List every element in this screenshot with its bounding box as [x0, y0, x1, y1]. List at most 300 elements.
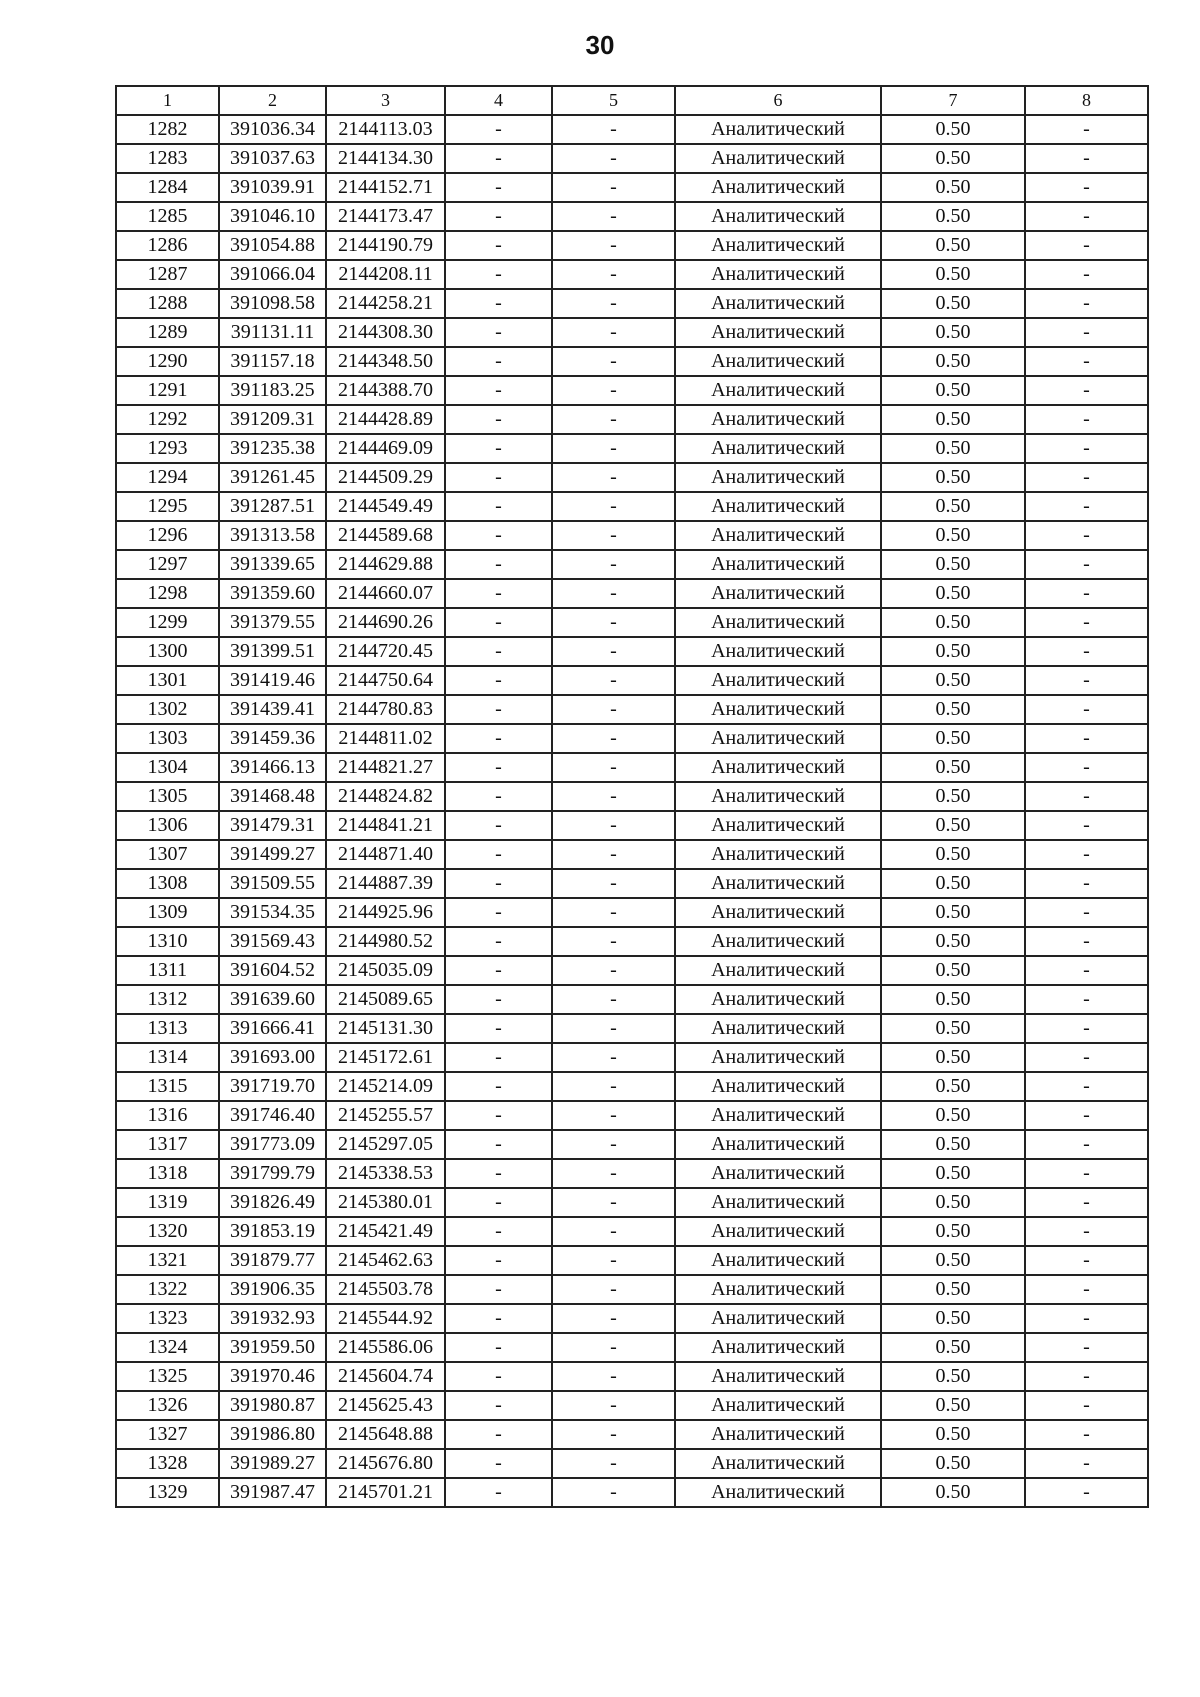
cell-point-number: 1288 [116, 289, 219, 318]
cell-accuracy: 0.50 [881, 1478, 1025, 1507]
cell-coord-y: 2144871.40 [326, 840, 445, 869]
cell-col-8: - [1025, 173, 1148, 202]
cell-point-number: 1318 [116, 1159, 219, 1188]
cell-coord-y: 2145089.65 [326, 985, 445, 1014]
cell-col-5: - [552, 1304, 675, 1333]
cell-method: Аналитический [675, 782, 881, 811]
cell-accuracy: 0.50 [881, 608, 1025, 637]
cell-method: Аналитический [675, 1072, 881, 1101]
cell-col-4: - [445, 840, 552, 869]
table-row [116, 202, 1148, 231]
cell-col-4: - [445, 405, 552, 434]
table-row [116, 869, 1148, 898]
cell-coord-x: 391604.52 [219, 956, 326, 985]
table-row [116, 1014, 1148, 1043]
cell-col-8: - [1025, 840, 1148, 869]
cell-coord-x: 391459.36 [219, 724, 326, 753]
cell-point-number: 1299 [116, 608, 219, 637]
cell-accuracy: 0.50 [881, 1014, 1025, 1043]
cell-coord-x: 391989.27 [219, 1449, 326, 1478]
cell-accuracy: 0.50 [881, 260, 1025, 289]
header-cell-4: 4 [445, 86, 552, 115]
cell-coord-y: 2144720.45 [326, 637, 445, 666]
cell-coord-y: 2144824.82 [326, 782, 445, 811]
cell-method: Аналитический [675, 1420, 881, 1449]
table-row [116, 1217, 1148, 1246]
cell-col-5: - [552, 782, 675, 811]
cell-method: Аналитический [675, 1246, 881, 1275]
table-row [116, 637, 1148, 666]
cell-method: Аналитический [675, 289, 881, 318]
cell-col-8: - [1025, 144, 1148, 173]
cell-accuracy: 0.50 [881, 463, 1025, 492]
cell-coord-y: 2144589.68 [326, 521, 445, 550]
cell-coord-x: 391039.91 [219, 173, 326, 202]
cell-col-4: - [445, 579, 552, 608]
cell-col-5: - [552, 1188, 675, 1217]
cell-col-4: - [445, 666, 552, 695]
coordinates-table [115, 85, 1149, 1508]
cell-col-8: - [1025, 376, 1148, 405]
cell-point-number: 1307 [116, 840, 219, 869]
cell-col-8: - [1025, 956, 1148, 985]
header-cell-8: 8 [1025, 86, 1148, 115]
cell-coord-y: 2145503.78 [326, 1275, 445, 1304]
cell-point-number: 1302 [116, 695, 219, 724]
cell-coord-x: 391853.19 [219, 1217, 326, 1246]
table-row [116, 782, 1148, 811]
cell-accuracy: 0.50 [881, 1159, 1025, 1188]
cell-point-number: 1326 [116, 1391, 219, 1420]
table-row [116, 1449, 1148, 1478]
table-row [116, 289, 1148, 318]
cell-col-4: - [445, 1275, 552, 1304]
cell-col-4: - [445, 1014, 552, 1043]
cell-col-8: - [1025, 115, 1148, 144]
cell-accuracy: 0.50 [881, 956, 1025, 985]
cell-accuracy: 0.50 [881, 1072, 1025, 1101]
cell-point-number: 1300 [116, 637, 219, 666]
header-cell-1: 1 [116, 86, 219, 115]
cell-coord-y: 2144152.71 [326, 173, 445, 202]
cell-accuracy: 0.50 [881, 695, 1025, 724]
cell-col-8: - [1025, 463, 1148, 492]
cell-coord-x: 391773.09 [219, 1130, 326, 1159]
cell-col-4: - [445, 1101, 552, 1130]
cell-col-8: - [1025, 1217, 1148, 1246]
cell-accuracy: 0.50 [881, 231, 1025, 260]
cell-col-8: - [1025, 1304, 1148, 1333]
cell-coord-y: 2145172.61 [326, 1043, 445, 1072]
cell-coord-y: 2145421.49 [326, 1217, 445, 1246]
cell-col-5: - [552, 608, 675, 637]
table-row [116, 521, 1148, 550]
cell-col-8: - [1025, 1188, 1148, 1217]
cell-coord-y: 2144388.70 [326, 376, 445, 405]
cell-method: Аналитический [675, 492, 881, 521]
cell-col-5: - [552, 1362, 675, 1391]
cell-point-number: 1301 [116, 666, 219, 695]
cell-coord-y: 2144208.11 [326, 260, 445, 289]
cell-col-8: - [1025, 1130, 1148, 1159]
cell-accuracy: 0.50 [881, 347, 1025, 376]
cell-coord-x: 391066.04 [219, 260, 326, 289]
cell-col-4: - [445, 1449, 552, 1478]
cell-coord-y: 2145625.43 [326, 1391, 445, 1420]
cell-col-8: - [1025, 434, 1148, 463]
table-row [116, 1246, 1148, 1275]
table-row [116, 1072, 1148, 1101]
cell-method: Аналитический [675, 637, 881, 666]
cell-coord-y: 2145380.01 [326, 1188, 445, 1217]
cell-col-4: - [445, 1391, 552, 1420]
cell-col-5: - [552, 695, 675, 724]
table-row [116, 347, 1148, 376]
table-row [116, 985, 1148, 1014]
table-body [116, 115, 1148, 1507]
cell-coord-y: 2145604.74 [326, 1362, 445, 1391]
table-row [116, 840, 1148, 869]
cell-accuracy: 0.50 [881, 492, 1025, 521]
cell-col-4: - [445, 1130, 552, 1159]
cell-col-4: - [445, 1333, 552, 1362]
cell-accuracy: 0.50 [881, 1217, 1025, 1246]
cell-method: Аналитический [675, 579, 881, 608]
cell-coord-x: 391183.25 [219, 376, 326, 405]
cell-point-number: 1284 [116, 173, 219, 202]
cell-coord-x: 391468.48 [219, 782, 326, 811]
cell-accuracy: 0.50 [881, 1130, 1025, 1159]
cell-col-8: - [1025, 1159, 1148, 1188]
cell-coord-y: 2144629.88 [326, 550, 445, 579]
cell-accuracy: 0.50 [881, 405, 1025, 434]
cell-accuracy: 0.50 [881, 144, 1025, 173]
cell-point-number: 1293 [116, 434, 219, 463]
cell-col-5: - [552, 637, 675, 666]
cell-coord-x: 391986.80 [219, 1420, 326, 1449]
cell-col-5: - [552, 1478, 675, 1507]
table-row [116, 1043, 1148, 1072]
cell-col-4: - [445, 521, 552, 550]
header-cell-2: 2 [219, 86, 326, 115]
cell-coord-y: 2145214.09 [326, 1072, 445, 1101]
cell-col-5: - [552, 724, 675, 753]
cell-col-4: - [445, 898, 552, 927]
cell-col-8: - [1025, 637, 1148, 666]
cell-coord-y: 2145338.53 [326, 1159, 445, 1188]
cell-col-5: - [552, 434, 675, 463]
cell-point-number: 1304 [116, 753, 219, 782]
cell-coord-y: 2144348.50 [326, 347, 445, 376]
cell-col-4: - [445, 637, 552, 666]
cell-col-4: - [445, 1217, 552, 1246]
page-number: 30 [585, 30, 615, 60]
cell-coord-y: 2144308.30 [326, 318, 445, 347]
cell-point-number: 1295 [116, 492, 219, 521]
cell-coord-x: 391746.40 [219, 1101, 326, 1130]
cell-col-8: - [1025, 405, 1148, 434]
cell-method: Аналитический [675, 115, 881, 144]
cell-point-number: 1313 [116, 1014, 219, 1043]
cell-point-number: 1286 [116, 231, 219, 260]
cell-col-4: - [445, 1246, 552, 1275]
cell-coord-x: 391036.34 [219, 115, 326, 144]
cell-col-4: - [445, 434, 552, 463]
table-row [116, 1333, 1148, 1362]
cell-col-5: - [552, 173, 675, 202]
table-row [116, 1130, 1148, 1159]
cell-method: Аналитический [675, 724, 881, 753]
cell-col-8: - [1025, 753, 1148, 782]
cell-col-8: - [1025, 898, 1148, 927]
cell-col-4: - [445, 1188, 552, 1217]
cell-coord-x: 391261.45 [219, 463, 326, 492]
cell-point-number: 1287 [116, 260, 219, 289]
cell-col-5: - [552, 405, 675, 434]
cell-col-4: - [445, 347, 552, 376]
cell-col-5: - [552, 753, 675, 782]
cell-coord-x: 391287.51 [219, 492, 326, 521]
header-cell-3: 3 [326, 86, 445, 115]
cell-coord-x: 391339.65 [219, 550, 326, 579]
cell-coord-x: 391499.27 [219, 840, 326, 869]
cell-col-4: - [445, 956, 552, 985]
cell-col-4: - [445, 115, 552, 144]
cell-accuracy: 0.50 [881, 289, 1025, 318]
cell-point-number: 1314 [116, 1043, 219, 1072]
cell-point-number: 1327 [116, 1420, 219, 1449]
cell-coord-y: 2144821.27 [326, 753, 445, 782]
cell-col-5: - [552, 1420, 675, 1449]
table-row [116, 318, 1148, 347]
cell-point-number: 1316 [116, 1101, 219, 1130]
cell-coord-y: 2145586.06 [326, 1333, 445, 1362]
cell-method: Аналитический [675, 840, 881, 869]
cell-method: Аналитический [675, 811, 881, 840]
cell-coord-y: 2145131.30 [326, 1014, 445, 1043]
cell-coord-x: 391719.70 [219, 1072, 326, 1101]
cell-method: Аналитический [675, 202, 881, 231]
cell-col-5: - [552, 550, 675, 579]
table-row [116, 927, 1148, 956]
cell-col-4: - [445, 463, 552, 492]
cell-col-8: - [1025, 231, 1148, 260]
table-row [116, 173, 1148, 202]
cell-col-8: - [1025, 318, 1148, 347]
cell-accuracy: 0.50 [881, 724, 1025, 753]
table-row [116, 608, 1148, 637]
cell-accuracy: 0.50 [881, 1420, 1025, 1449]
cell-col-4: - [445, 782, 552, 811]
cell-col-5: - [552, 985, 675, 1014]
cell-col-5: - [552, 231, 675, 260]
cell-col-4: - [445, 1362, 552, 1391]
cell-col-4: - [445, 1159, 552, 1188]
cell-accuracy: 0.50 [881, 1304, 1025, 1333]
cell-col-5: - [552, 144, 675, 173]
cell-col-4: - [445, 1304, 552, 1333]
cell-coord-y: 2145648.88 [326, 1420, 445, 1449]
table-row [116, 753, 1148, 782]
cell-coord-x: 391987.47 [219, 1478, 326, 1507]
cell-col-5: - [552, 898, 675, 927]
cell-coord-x: 391693.00 [219, 1043, 326, 1072]
cell-coord-x: 391399.51 [219, 637, 326, 666]
cell-accuracy: 0.50 [881, 1449, 1025, 1478]
cell-col-5: - [552, 115, 675, 144]
cell-col-5: - [552, 289, 675, 318]
cell-coord-y: 2144750.64 [326, 666, 445, 695]
cell-col-8: - [1025, 1449, 1148, 1478]
cell-point-number: 1329 [116, 1478, 219, 1507]
cell-col-4: - [445, 144, 552, 173]
cell-method: Аналитический [675, 898, 881, 927]
cell-method: Аналитический [675, 405, 881, 434]
cell-col-8: - [1025, 1275, 1148, 1304]
cell-coord-x: 391970.46 [219, 1362, 326, 1391]
cell-point-number: 1283 [116, 144, 219, 173]
cell-coord-x: 391379.55 [219, 608, 326, 637]
cell-col-8: - [1025, 782, 1148, 811]
cell-col-8: - [1025, 1043, 1148, 1072]
cell-col-8: - [1025, 608, 1148, 637]
table-row [116, 550, 1148, 579]
cell-col-8: - [1025, 724, 1148, 753]
cell-col-5: - [552, 840, 675, 869]
cell-accuracy: 0.50 [881, 898, 1025, 927]
cell-coord-x: 391359.60 [219, 579, 326, 608]
table-row [116, 1304, 1148, 1333]
table-row [116, 1362, 1148, 1391]
cell-col-5: - [552, 1449, 675, 1478]
cell-method: Аналитический [675, 1101, 881, 1130]
cell-accuracy: 0.50 [881, 202, 1025, 231]
cell-col-8: - [1025, 1101, 1148, 1130]
cell-col-5: - [552, 376, 675, 405]
header-cell-7: 7 [881, 86, 1025, 115]
cell-accuracy: 0.50 [881, 1275, 1025, 1304]
cell-col-5: - [552, 1101, 675, 1130]
cell-point-number: 1303 [116, 724, 219, 753]
cell-accuracy: 0.50 [881, 666, 1025, 695]
cell-accuracy: 0.50 [881, 1246, 1025, 1275]
cell-coord-x: 391959.50 [219, 1333, 326, 1362]
cell-col-5: - [552, 1072, 675, 1101]
cell-accuracy: 0.50 [881, 985, 1025, 1014]
cell-col-5: - [552, 521, 675, 550]
cell-point-number: 1317 [116, 1130, 219, 1159]
cell-coord-x: 391313.58 [219, 521, 326, 550]
cell-accuracy: 0.50 [881, 579, 1025, 608]
cell-point-number: 1312 [116, 985, 219, 1014]
cell-method: Аналитический [675, 1043, 881, 1072]
cell-point-number: 1323 [116, 1304, 219, 1333]
cell-col-8: - [1025, 1362, 1148, 1391]
cell-col-8: - [1025, 260, 1148, 289]
table-row [116, 1188, 1148, 1217]
cell-col-4: - [445, 202, 552, 231]
cell-coord-y: 2145462.63 [326, 1246, 445, 1275]
cell-method: Аналитический [675, 695, 881, 724]
cell-col-5: - [552, 1043, 675, 1072]
table-row [116, 1391, 1148, 1420]
cell-method: Аналитический [675, 985, 881, 1014]
cell-col-8: - [1025, 869, 1148, 898]
table-row [116, 376, 1148, 405]
cell-point-number: 1309 [116, 898, 219, 927]
cell-point-number: 1306 [116, 811, 219, 840]
table-row [116, 115, 1148, 144]
cell-accuracy: 0.50 [881, 753, 1025, 782]
cell-col-4: - [445, 231, 552, 260]
cell-coord-x: 391098.58 [219, 289, 326, 318]
cell-col-4: - [445, 1478, 552, 1507]
cell-coord-y: 2144428.89 [326, 405, 445, 434]
cell-accuracy: 0.50 [881, 318, 1025, 347]
cell-col-5: - [552, 1159, 675, 1188]
cell-col-4: - [445, 724, 552, 753]
table-row [116, 724, 1148, 753]
cell-method: Аналитический [675, 144, 881, 173]
cell-coord-x: 391569.43 [219, 927, 326, 956]
cell-col-8: - [1025, 1420, 1148, 1449]
cell-method: Аналитический [675, 753, 881, 782]
cell-point-number: 1328 [116, 1449, 219, 1478]
cell-point-number: 1290 [116, 347, 219, 376]
table-row [116, 666, 1148, 695]
cell-col-8: - [1025, 550, 1148, 579]
cell-coord-y: 2144173.47 [326, 202, 445, 231]
cell-method: Аналитический [675, 1449, 881, 1478]
cell-col-4: - [445, 608, 552, 637]
table-row [116, 434, 1148, 463]
cell-accuracy: 0.50 [881, 115, 1025, 144]
cell-coord-x: 391037.63 [219, 144, 326, 173]
cell-col-4: - [445, 289, 552, 318]
cell-method: Аналитический [675, 260, 881, 289]
cell-col-4: - [445, 550, 552, 579]
cell-method: Аналитический [675, 608, 881, 637]
cell-method: Аналитический [675, 1391, 881, 1420]
cell-col-4: - [445, 492, 552, 521]
cell-point-number: 1310 [116, 927, 219, 956]
cell-coord-y: 2144925.96 [326, 898, 445, 927]
cell-col-5: - [552, 811, 675, 840]
cell-accuracy: 0.50 [881, 1188, 1025, 1217]
cell-point-number: 1325 [116, 1362, 219, 1391]
cell-col-8: - [1025, 1014, 1148, 1043]
cell-col-5: - [552, 1130, 675, 1159]
cell-accuracy: 0.50 [881, 840, 1025, 869]
cell-point-number: 1319 [116, 1188, 219, 1217]
cell-col-8: - [1025, 927, 1148, 956]
cell-method: Аналитический [675, 1362, 881, 1391]
cell-col-4: - [445, 927, 552, 956]
cell-col-8: - [1025, 985, 1148, 1014]
table-row [116, 1478, 1148, 1507]
cell-coord-y: 2144811.02 [326, 724, 445, 753]
cell-coord-y: 2144113.03 [326, 115, 445, 144]
cell-col-5: - [552, 318, 675, 347]
cell-coord-x: 391235.38 [219, 434, 326, 463]
cell-col-5: - [552, 1275, 675, 1304]
cell-coord-y: 2145255.57 [326, 1101, 445, 1130]
cell-coord-x: 391879.77 [219, 1246, 326, 1275]
cell-col-5: - [552, 492, 675, 521]
cell-coord-x: 391980.87 [219, 1391, 326, 1420]
table-row [116, 231, 1148, 260]
cell-accuracy: 0.50 [881, 1043, 1025, 1072]
